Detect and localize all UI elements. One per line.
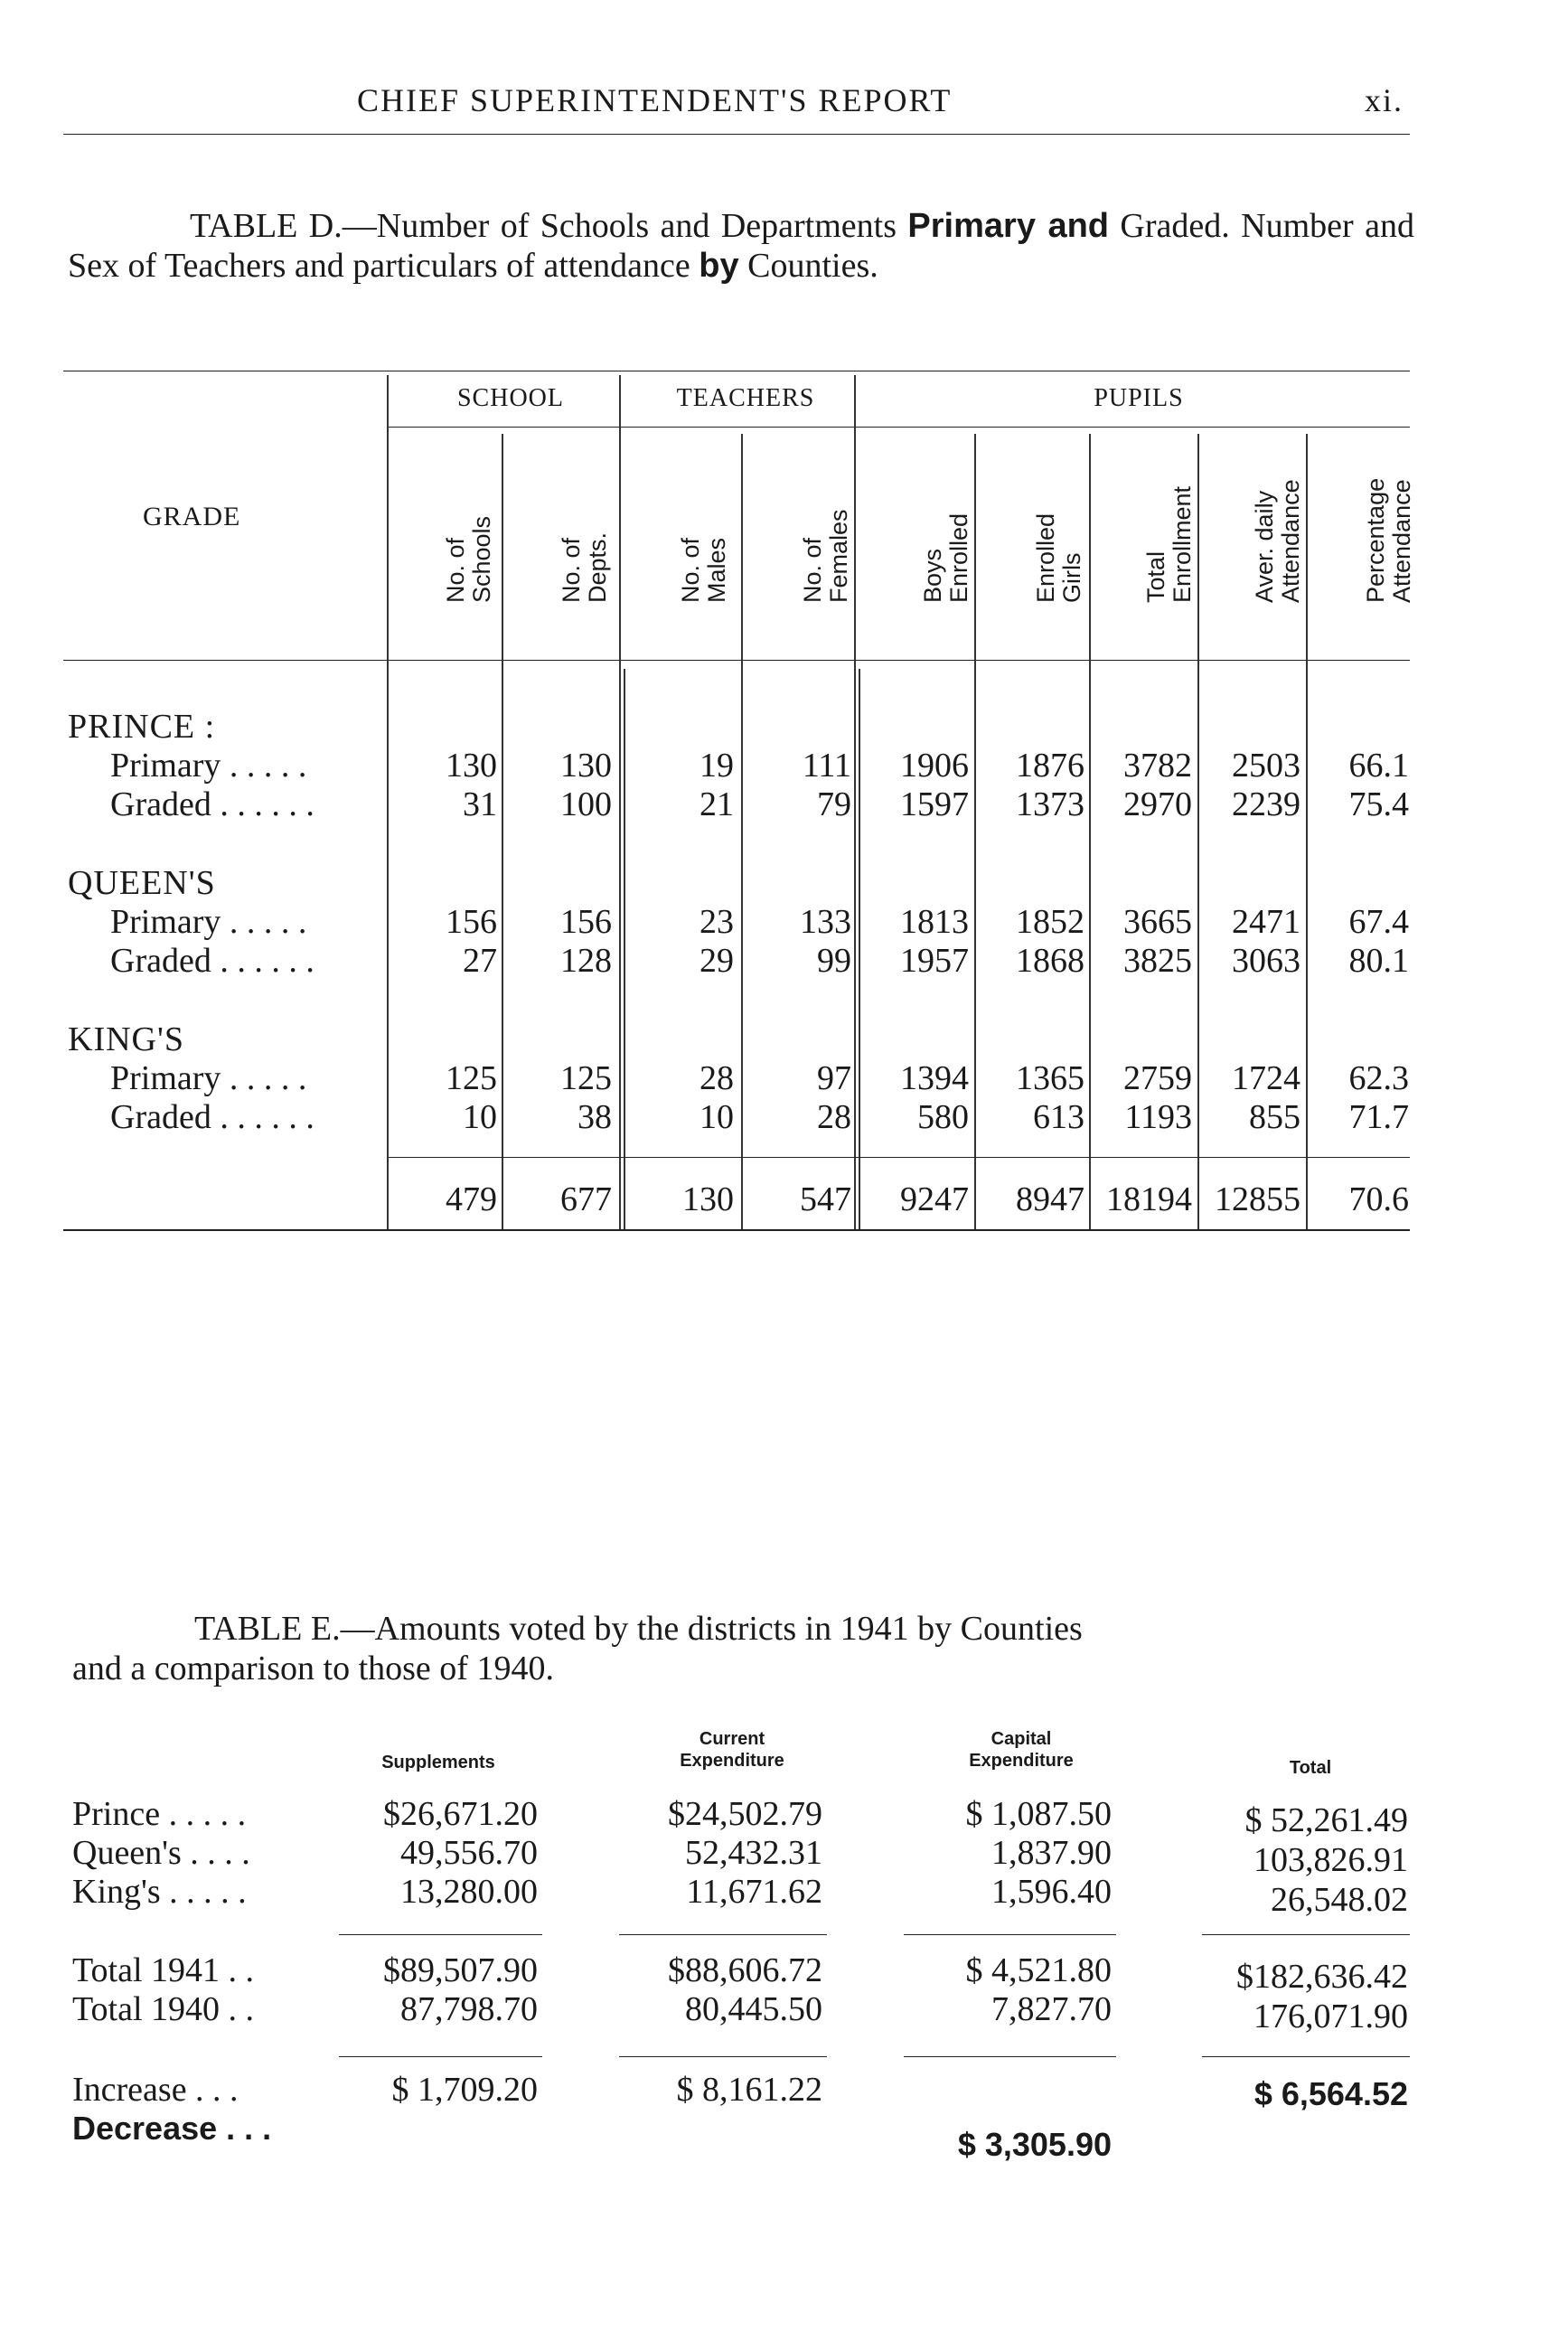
cell: 130 [682, 1180, 734, 1218]
col-head-current-line2: Expenditure [680, 1751, 784, 1771]
cell: 1394 [900, 1059, 969, 1097]
cell: 133 [800, 903, 851, 941]
cell: 1,596.40 [991, 1873, 1112, 1911]
cell: 1193 [1124, 1098, 1192, 1136]
cell: 31 [463, 785, 497, 823]
cell: 1868 [1016, 942, 1084, 980]
row-label: Primary . . . . . [110, 1059, 307, 1097]
col-head-girls: Enrolled Girls [1032, 512, 1085, 603]
county-kings: KING'S [68, 1020, 184, 1058]
cell: 28 [699, 1059, 734, 1097]
cell: 130 [446, 747, 497, 785]
col-head-schools: No. of Schools [442, 515, 495, 603]
cell: 613 [1033, 1098, 1084, 1136]
row-label: Total 1940 . . [72, 1990, 255, 2028]
col-head-capital-line2: Expenditure [969, 1751, 1074, 1771]
cell: 27 [463, 942, 497, 980]
cell: 3782 [1123, 747, 1192, 785]
cell: 2239 [1232, 785, 1300, 823]
grade-heading: GRADE [143, 502, 241, 531]
cell: $ 3,305.90 [957, 2126, 1112, 2163]
col-head-avg-attendance: Aver. daily Attendance [1251, 479, 1304, 603]
row-label: Decrease . . . [72, 2110, 272, 2147]
cell: 3665 [1123, 903, 1192, 941]
header-bottom-rule [63, 660, 1410, 661]
cell: 38 [577, 1098, 612, 1136]
cell: $ 4,521.80 [965, 1951, 1112, 1989]
cell: 71.7 [1348, 1098, 1409, 1136]
cell: 11,671.62 [686, 1873, 822, 1911]
cell: 10 [699, 1098, 734, 1136]
row-label: Queen's . . . . [72, 1834, 250, 1872]
row-label: Primary . . . . . [110, 747, 307, 785]
table-d-bottom-rule [63, 1229, 1410, 1231]
totals-rule-capital [904, 1934, 1116, 1935]
cell: 80,445.50 [685, 1990, 822, 2028]
col-head-total: Total [1289, 1758, 1332, 1778]
cell: 3825 [1123, 942, 1192, 980]
cell: 97 [817, 1059, 851, 1097]
cell: $89,507.90 [383, 1951, 538, 1989]
cell: $182,636.42 [1236, 1958, 1408, 1996]
cell: 12855 [1215, 1180, 1300, 1218]
col-head-depts: No. of Depts. [558, 531, 611, 603]
cell: 128 [560, 942, 612, 980]
county-queens: QUEEN'S [68, 864, 216, 902]
cell: $ 1,087.50 [965, 1795, 1112, 1833]
cell: 18194 [1106, 1180, 1192, 1218]
cell: 80.1 [1348, 942, 1409, 980]
county-prince: PRINCE : [68, 708, 216, 746]
row-label: Primary . . . . . [110, 903, 307, 941]
header-rule [63, 134, 1410, 135]
cell: 125 [446, 1059, 497, 1097]
row-label: King's . . . . . [72, 1873, 247, 1911]
group-school: SCHOOL [456, 384, 564, 412]
row-label: Prince . . . . . [72, 1795, 247, 1833]
cell: 10 [463, 1098, 497, 1136]
group-teachers: TEACHERS [676, 384, 815, 412]
col-head-total-enrollment: Total Enrollment [1142, 485, 1196, 603]
table-e-caption-line1: TABLE E.—Amounts voted by the districts in 1941 by Counties [194, 1610, 1083, 1648]
cell: 176,071.90 [1253, 1998, 1408, 2035]
col-head-females: No. of Females [799, 509, 852, 603]
cell: $26,671.20 [383, 1795, 538, 1833]
cell: 1813 [900, 903, 969, 941]
cell: 677 [560, 1180, 612, 1218]
diff-rule-current [619, 2056, 827, 2057]
cell: 1852 [1016, 903, 1084, 941]
page-number: xi. [1365, 82, 1404, 118]
cell: $ 6,564.52 [1253, 2075, 1408, 2112]
cell: 1365 [1016, 1059, 1084, 1097]
cell: 19 [699, 747, 734, 785]
cell: 9247 [900, 1180, 969, 1218]
running-header-title: CHIEF SUPERINTENDENT'S REPORT [357, 82, 953, 118]
cell: $ 52,261.49 [1244, 1801, 1408, 1839]
cell: 7,827.70 [991, 1990, 1112, 2028]
cell: 3063 [1232, 942, 1300, 980]
cell: 23 [699, 903, 734, 941]
cell: 580 [917, 1098, 969, 1136]
cell: 1,837.90 [991, 1834, 1112, 1872]
cell: 79 [817, 785, 851, 823]
cell: 547 [800, 1180, 851, 1218]
cell: $24,502.79 [668, 1795, 822, 1833]
cell: 2471 [1232, 903, 1300, 941]
cell: 1373 [1016, 785, 1084, 823]
cell: $ 1,709.20 [391, 2071, 538, 2109]
cell: 26,548.02 [1271, 1881, 1408, 1919]
cell: 70.6 [1348, 1180, 1409, 1218]
cell: 29 [699, 942, 734, 980]
cell: 156 [560, 903, 612, 941]
col-head-supplements: Supplements [381, 1753, 495, 1772]
col-head-current-line1: Current [699, 1729, 765, 1749]
col-rule-3a [619, 375, 621, 1229]
cell: 21 [699, 785, 734, 823]
cell: 111 [802, 747, 851, 785]
cell: 855 [1249, 1098, 1300, 1136]
cell: $88,606.72 [668, 1951, 822, 1989]
cell: 62.3 [1348, 1059, 1409, 1097]
col-rule-5a [854, 375, 856, 1229]
cell: 1597 [900, 785, 969, 823]
row-label: Increase . . . [72, 2071, 239, 2109]
cell: 75.4 [1348, 785, 1409, 823]
totals-rule-supplements [339, 1934, 542, 1935]
cell: 1957 [900, 942, 969, 980]
cell: 67.4 [1348, 903, 1409, 941]
cell: 66.1 [1348, 747, 1409, 785]
row-label: Graded . . . . . . [110, 942, 315, 980]
col-head-pct-attendance: Percentage Attendance [1362, 477, 1415, 603]
cell: 156 [446, 903, 497, 941]
col-head-males: No. of Males [677, 537, 730, 603]
table-e-caption-line2: and a comparison to those of 1940. [72, 1650, 554, 1687]
cell: 103,826.91 [1253, 1841, 1408, 1879]
cell: 1876 [1016, 747, 1084, 785]
cell: 99 [817, 942, 851, 980]
totals-rule-total [1202, 1934, 1410, 1935]
cell: 87,798.70 [400, 1990, 538, 2028]
diff-rule-capital [904, 2056, 1116, 2057]
cell: 2970 [1123, 785, 1192, 823]
totals-rule [389, 1157, 1410, 1158]
cell: $ 8,161.22 [676, 2071, 822, 2109]
cell: 13,280.00 [400, 1873, 538, 1911]
row-label: Graded . . . . . . [110, 785, 315, 823]
cell: 130 [560, 747, 612, 785]
diff-rule-total [1202, 2056, 1410, 2057]
cell: 1906 [900, 747, 969, 785]
row-label: Graded . . . . . . [110, 1098, 315, 1136]
cell: 52,432.31 [685, 1834, 822, 1872]
cell: 1724 [1232, 1059, 1300, 1097]
cell: 49,556.70 [400, 1834, 538, 1872]
table-d-caption: TABLE D.—Number of Schools and Departments Primary and Graded. Number and Sex of Teachers and particulars of attendance by Counties. [68, 207, 1414, 285]
cell: 2503 [1232, 747, 1300, 785]
cell: 28 [817, 1098, 851, 1136]
group-pupils: PUPILS [1094, 384, 1184, 412]
row-label: Total 1941 . . [72, 1951, 255, 1989]
cell: 8947 [1016, 1180, 1084, 1218]
cell: 2759 [1123, 1059, 1192, 1097]
cell: 125 [560, 1059, 612, 1097]
cell: 479 [446, 1180, 497, 1218]
cell: 100 [560, 785, 612, 823]
totals-rule-current [619, 1934, 827, 1935]
col-head-boys: Boys Enrolled [919, 512, 972, 603]
col-head-capital-line1: Capital [991, 1729, 1052, 1749]
diff-rule-supplements [339, 2056, 542, 2057]
